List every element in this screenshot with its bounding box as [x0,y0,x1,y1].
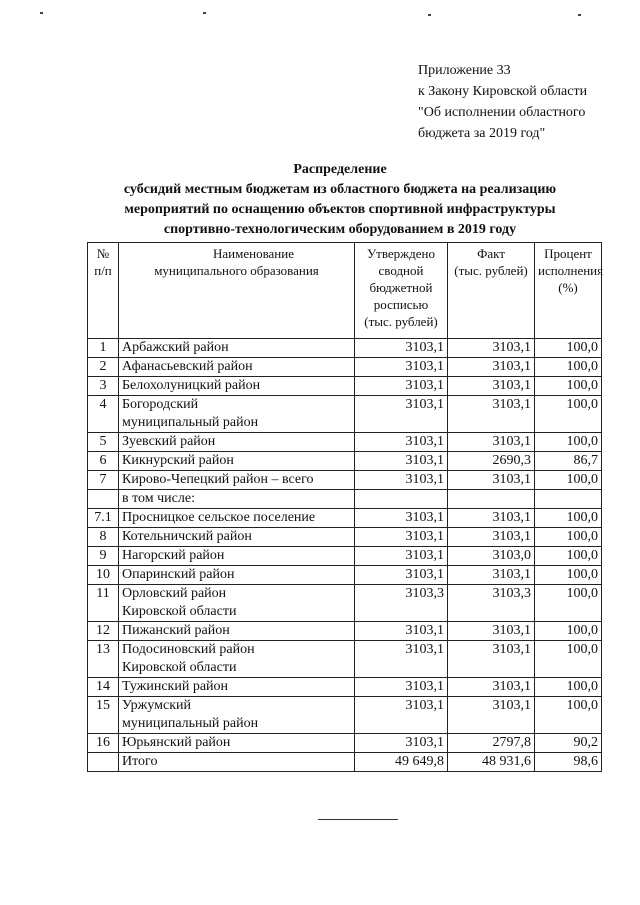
table-row [88,585,602,622]
row-approved: 3103,1 [355,509,448,528]
row-number: 13 [88,641,119,678]
title-line: Распределение [293,162,387,177]
row-percent: 100,0 [535,339,602,358]
row-fact: 3103,1 [448,509,535,528]
row-approved: 3103,1 [355,433,448,452]
header-name: Наименование муниципального образования [119,243,355,339]
row-name-line: муниципальный район [122,415,259,430]
row-name-line: Подосиновский район [122,642,255,657]
row-number: 7.1 [88,509,119,528]
table-row [88,528,602,547]
row-percent [535,490,602,509]
row-name [119,509,355,528]
row-number: 15 [88,697,119,734]
row-name-line: Орловский район [122,586,227,601]
row-name-line: муниципальный район [122,716,259,731]
row-name-line: Белохолуницкий район [122,378,261,393]
row-fact: 3103,3 [448,585,535,622]
title-line: мероприятий по оснащению объектов спортивной инфраструктуры [124,202,556,217]
row-approved [355,490,448,509]
row-number: 8 [88,528,119,547]
row-number: 12 [88,622,119,641]
appendix-line: к Закону Кировской области [418,84,588,99]
scan-speck [428,14,431,16]
row-approved: 3103,1 [355,697,448,734]
table-row [88,377,602,396]
row-percent: 100,0 [535,697,602,734]
row-name-line: Кирово-Чепецкий район – всего [122,472,314,487]
row-number: 3 [88,377,119,396]
row-fact: 3103,1 [448,377,535,396]
end-separator-line [318,819,398,820]
row-number: 10 [88,566,119,585]
row-approved: 3103,1 [355,471,448,490]
row-number: 14 [88,678,119,697]
row-name [119,678,355,697]
row-name-line: Кировской области [122,604,237,619]
row-number: 5 [88,433,119,452]
scan-speck [40,12,43,14]
table-header-row [88,243,602,339]
total-label: Итого [119,753,355,772]
row-name [119,547,355,566]
table-row [88,734,602,753]
row-number: 2 [88,358,119,377]
row-name [119,433,355,452]
total-approved: 49 649,8 [355,753,448,772]
row-name-line: Афанасьевский район [122,359,253,374]
row-name [119,697,355,734]
table-row [88,509,602,528]
row-number [88,490,119,509]
row-name-line: Юрьянский район [122,735,231,750]
row-approved: 3103,1 [355,641,448,678]
row-name [119,377,355,396]
row-name [119,471,355,490]
row-number: 16 [88,734,119,753]
header-fact: Факт (тыс. рублей) [448,243,535,339]
total-percent: 98,6 [535,753,602,772]
row-approved: 3103,1 [355,339,448,358]
table-row [88,471,602,490]
scan-speck [578,14,581,16]
table-row [88,678,602,697]
row-name-line: Просницкое сельское поселение [122,510,316,525]
appendix-line: Приложение 33 [418,63,511,78]
row-percent: 100,0 [535,641,602,678]
row-name-line: Зуевский район [122,434,216,449]
row-name-line: Кикнурский район [122,453,234,468]
row-fact: 3103,1 [448,528,535,547]
row-percent: 100,0 [535,566,602,585]
row-name-line: Тужинский район [122,679,229,694]
row-name [119,396,355,433]
table-row [88,433,602,452]
row-percent: 100,0 [535,377,602,396]
row-number: 1 [88,339,119,358]
row-name [119,641,355,678]
row-name-line: Кировской области [122,660,237,675]
table-row [88,358,602,377]
row-percent: 100,0 [535,528,602,547]
row-percent: 100,0 [535,358,602,377]
document-title [40,160,640,240]
table-row [88,566,602,585]
row-fact: 3103,1 [448,358,535,377]
row-approved: 3103,3 [355,585,448,622]
appendix-note [418,60,587,144]
header-percent: Процент исполнения (%) [535,243,602,339]
row-percent: 90,2 [535,734,602,753]
row-name-line: Пижанский район [122,623,230,638]
row-name [119,490,355,509]
row-percent: 100,0 [535,622,602,641]
row-fact: 3103,0 [448,547,535,566]
row-name-line: Уржумский [122,698,192,713]
row-name [119,566,355,585]
row-approved: 3103,1 [355,358,448,377]
table-row [88,697,602,734]
row-approved: 3103,1 [355,734,448,753]
row-name [119,622,355,641]
row-name [119,585,355,622]
row-name-line: Опаринский район [122,567,235,582]
row-approved: 3103,1 [355,622,448,641]
row-fact [448,490,535,509]
row-percent: 100,0 [535,585,602,622]
row-approved: 3103,1 [355,678,448,697]
table-row [88,622,602,641]
table-row [88,452,602,471]
row-fact: 3103,1 [448,622,535,641]
table-row [88,396,602,433]
row-percent: 100,0 [535,547,602,566]
table-row [88,490,602,509]
row-approved: 3103,1 [355,377,448,396]
row-fact: 3103,1 [448,641,535,678]
row-percent: 86,7 [535,452,602,471]
row-name-line: Котельничский район [122,529,252,544]
row-percent: 100,0 [535,396,602,433]
row-name-line: Арбажский район [122,340,229,355]
row-fact: 3103,1 [448,471,535,490]
total-fact: 48 931,6 [448,753,535,772]
appendix-line: "Об исполнении областного [418,105,586,120]
row-approved: 3103,1 [355,566,448,585]
row-percent: 100,0 [535,471,602,490]
row-fact: 3103,1 [448,339,535,358]
row-name [119,358,355,377]
title-line: спортивно-технологическим оборудованием в 2019 году [163,222,517,237]
row-number: 7 [88,471,119,490]
row-approved: 3103,1 [355,452,448,471]
row-approved: 3103,1 [355,528,448,547]
row-name-line: Богородский [122,397,199,412]
table-row [88,547,602,566]
row-number: 4 [88,396,119,433]
row-name [119,339,355,358]
row-name [119,452,355,471]
row-fact: 3103,1 [448,697,535,734]
row-fact: 2690,3 [448,452,535,471]
row-number: 6 [88,452,119,471]
appendix-line: бюджета за 2019 год" [418,126,546,141]
scan-speck [203,12,206,14]
total-num-cell [88,753,119,772]
table-row [88,641,602,678]
row-fact: 3103,1 [448,566,535,585]
title-line: субсидий местным бюджетам из областного бюджета на реализацию [123,182,557,197]
row-percent: 100,0 [535,509,602,528]
row-fact: 3103,1 [448,396,535,433]
row-name [119,734,355,753]
subsidy-table [87,242,602,772]
row-name-line: Нагорский район [122,548,225,563]
row-number: 9 [88,547,119,566]
header-approved: Утверждено сводной бюджетной росписью (тыс. рублей) [355,243,448,339]
row-name [119,528,355,547]
total-row [88,753,602,772]
row-number: 11 [88,585,119,622]
row-fact: 3103,1 [448,678,535,697]
row-percent: 100,0 [535,433,602,452]
row-percent: 100,0 [535,678,602,697]
row-approved: 3103,1 [355,547,448,566]
table-row [88,339,602,358]
row-name-line: в том числе: [122,491,195,506]
row-fact: 3103,1 [448,433,535,452]
row-approved: 3103,1 [355,396,448,433]
header-num: № п/п [88,243,119,339]
row-fact: 2797,8 [448,734,535,753]
